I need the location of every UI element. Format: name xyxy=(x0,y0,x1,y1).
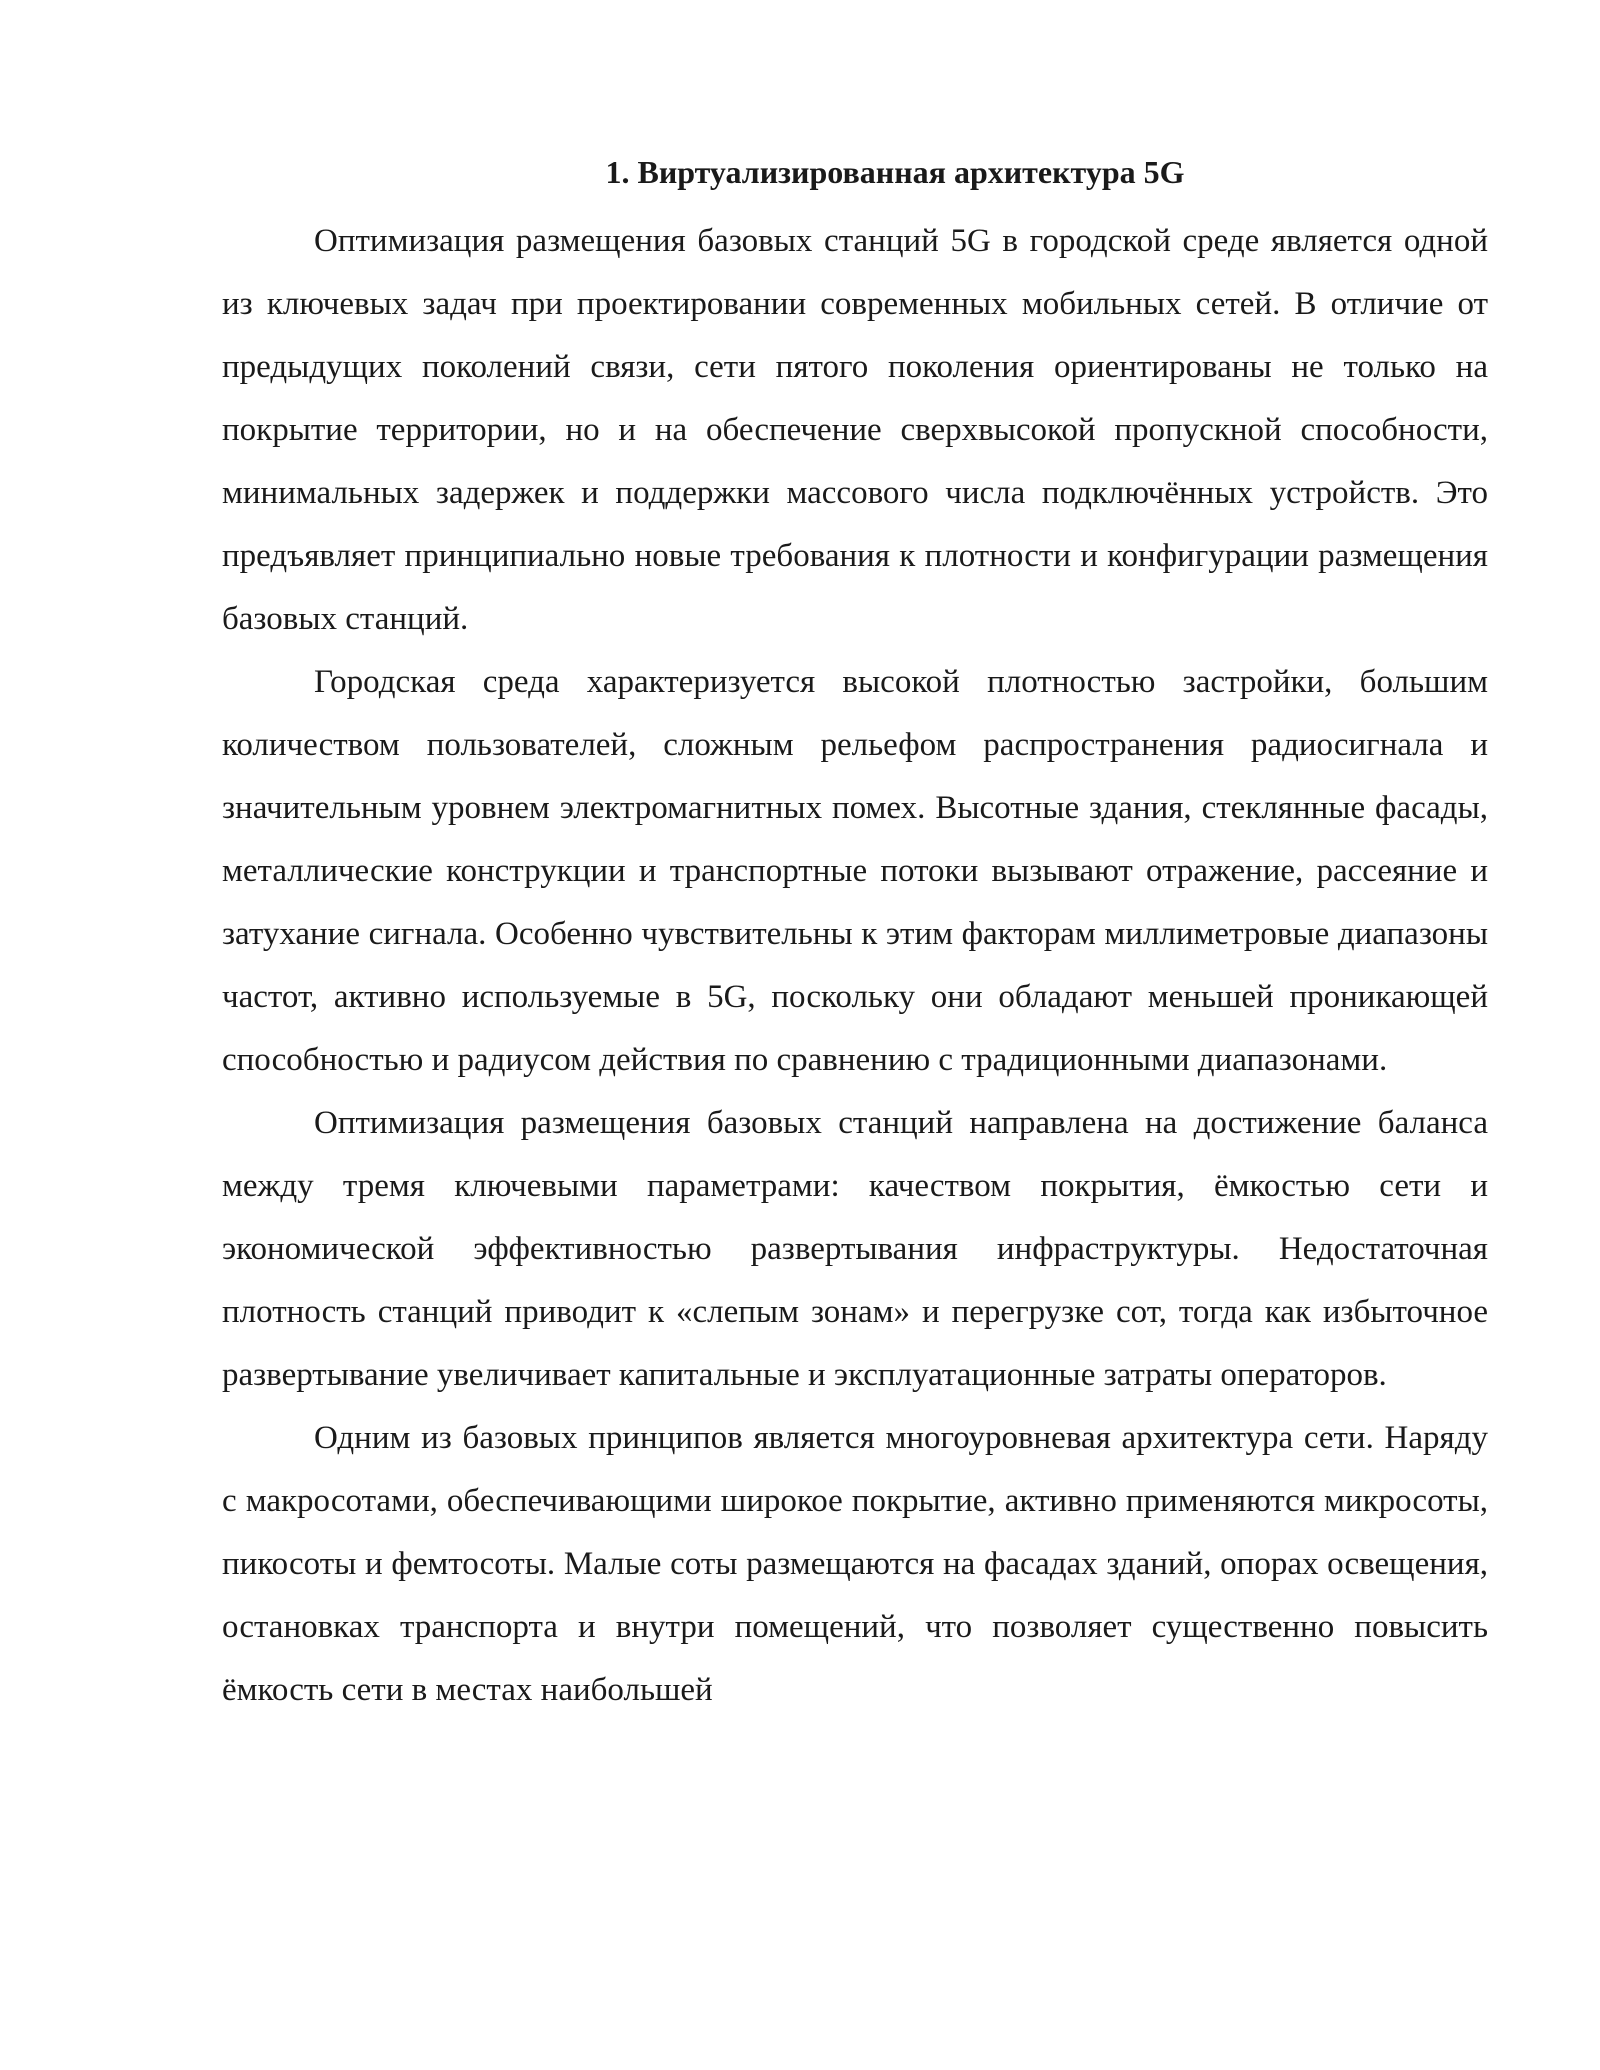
section-heading: 1. Виртуализированная архитектура 5G xyxy=(605,154,1185,190)
paragraph-3: Оптимизация размещения базовых станций направлена на достижение баланса между тремя ключевыми параметрами: качеством покрытия, ёмкостью сети и экономической эффективностью развертывания инфраструктуры. Недостаточная плотность станций приводит к «слепым зонам» и перегрузке сот, тогда как избыточное развертывание увеличивает капитальные и эксплуатационные затраты операторов. xyxy=(222,1105,1488,1393)
document-body xyxy=(222,146,1488,1722)
paragraph-2: Городская среда характеризуется высокой плотностью застройки, большим количеством пользователей, сложным рельефом распространения радиосигнала и значительным уровнем электромагнитных помех. Высотные здания, стеклянные фасады, металлические конструкции и транспортные потоки вызывают отражение, рассеяние и затухание сигнала. Особенно чувствительны к этим факторам миллиметровые диапазоны частот, активно используемые в 5G, поскольку они обладают меньшей проникающей способностью и радиусом действия по сравнению с традиционными диапазонами. xyxy=(222,664,1488,1078)
paragraph-4: Одним из базовых принципов является многоуровневая архитектура сети. Наряду с макросотами, обеспечивающими широкое покрытие, активно применяются микросоты, пикосоты и фемтосоты. Малые соты размещаются на фасадах зданий, опорах освещения, остановках транспорта и внутри помещений, что позволяет существенно повысить ёмкость сети в местах наибольшей xyxy=(222,1420,1488,1708)
paragraph-1: Оптимизация размещения базовых станций 5G в городской среде является одной из ключевых задач при проектировании современных мобильных сетей. В отличие от предыдущих поколений связи, сети пятого поколения ориентированы не только на покрытие территории, но и на обеспечение сверхвысокой пропускной способности, минимальных задержек и поддержки массового числа подключённых устройств. Это предъявляет принципиально новые требования к плотности и конфигурации размещения базовых станций. xyxy=(222,223,1488,637)
